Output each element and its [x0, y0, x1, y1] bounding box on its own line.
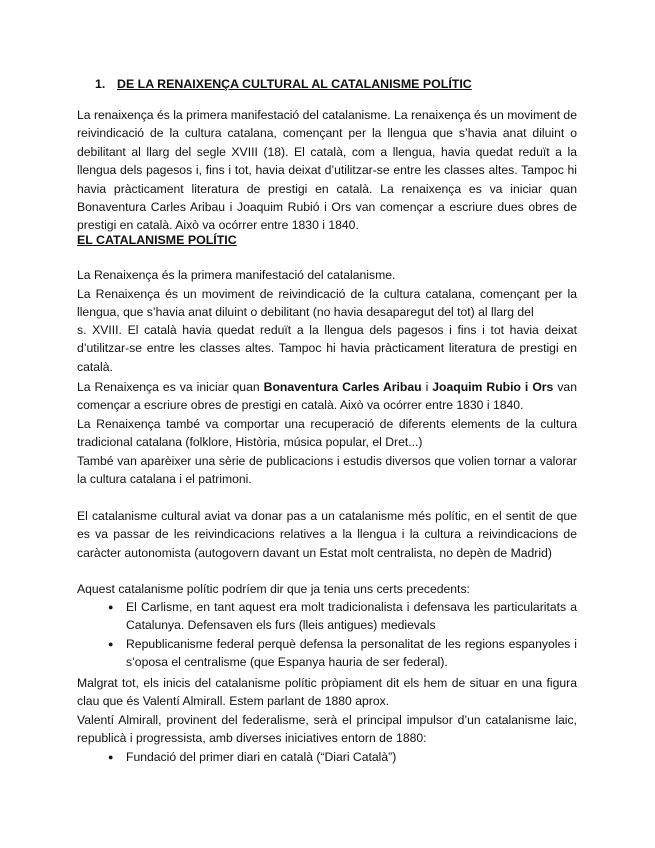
section-paragraph-7: El catalanisme cultural aviat va donar pas a un catalanisme més polític, en el sentit de que es va passar de les reivindicacions relatives a la llengua i la cultura a reivindicacions de caràcter autonomista (autogovern davant un Estat molt centralista, no depèn de Madrid) — [77, 509, 577, 560]
p4-text-mid: i — [421, 380, 433, 394]
precedents-list — [77, 598, 577, 672]
p4-text-before: La Renaixença es va iniciar quan — [77, 380, 264, 394]
heading-1-number: 1. — [95, 77, 106, 91]
p4-name-aribau: Bonaventura Carles Aribau — [263, 380, 422, 394]
p4-name-rubio: Joaquim Rubio i Ors — [432, 380, 554, 394]
p4-text-after: van començar a escriure obres de prestigi en català. Això va ocórrer entre 1830 i 1840. — [77, 380, 577, 413]
section-paragraph-2: La Renaixença és un moviment de reivindicació de la cultura catalana, començant per la llengua, que s’havia anat diluint o debilitant (no havia desaparegut del tot) al llarg del — [77, 287, 577, 320]
intro-paragraph: La renaixença és la primera manifestació del catalanisme. La renaixença és un moviment de reivindicació de la cultura catalana, començant per la llengua que s’havia anat diluint o debilitant al llarg del segle XVIII (18). El català, com a llengua, havia quedat reduït a la llengua dels pagesos i, fins i tot, havia deixat d’utilitzar-se entre les classes altes. Tampoc hi havia pràcticament literatura de prestigi en català. La renaixença es va iniciar quan Bonaventura Carles Aribau i Joaquim Rubió i Ors van començar a escriure dues obres de prestigi en català. Això va ocórrer entre 1830 i 1840. — [77, 108, 577, 233]
list-item: ● El Carlisme, en tant aquest era molt tradicionalista i defensava les particularitats a Catalunya. Defensaven els furs (lleis antigues) medievals — [77, 598, 577, 635]
list-item: ● Republicanisme federal perquè defensa la personalitat de les regions espanyoles i s’oposa el centralisme (que Espanya hauria de ser federal). — [77, 635, 577, 672]
heading-1 — [95, 75, 472, 93]
section-paragraph-5: La Renaixença també va comportar una recuperació de diferents elements de la cultura tradicional catalana (folklore, Història, música popular, el Dret...) — [77, 417, 577, 450]
list-item: ● Fundació del primer diari en català (“Diari Català”) — [77, 748, 577, 766]
heading-2: EL CATALANISME POLÍTIC — [77, 233, 237, 247]
section-paragraph-6: També van aparèixer una sèrie de publicacions i estudis diversos que volien tornar a valorar la cultura catalana i el patrimoni. — [77, 454, 577, 487]
section-paragraph-4 — [77, 378, 577, 415]
initiatives-list — [77, 748, 577, 766]
section-paragraph-9: Malgrat tot, els inicis del catalanisme polític pròpiament dit els hem de situar en una figura clau que és Valentí Almirall. Estem parlant de 1880 aprox. — [77, 676, 577, 709]
section-paragraph-1: La Renaixença és la primera manifestació del catalanisme. — [77, 268, 396, 282]
heading-1-title: DE LA RENAIXENÇA CULTURAL AL CATALANISME POLÍTIC — [117, 77, 472, 91]
section-paragraph-8: Aquest catalanisme polític podríem dir que ja tenia uns certs precedents: — [77, 582, 470, 596]
section-paragraph-3: s. XVIII. El català havia quedat reduït a la llengua dels pagesos i fins i tot havia deixat d’utilitzar-se entre les classes altes. Tampoc hi havia pràcticament literatura de prestigi en català. — [77, 323, 577, 374]
section-paragraph-10: Valentí Almirall, provinent del federalisme, serà el principal impulsor d’un catalanisme laic, republicà i progressista, amb diverses iniciatives entorn de 1880: — [77, 713, 577, 746]
